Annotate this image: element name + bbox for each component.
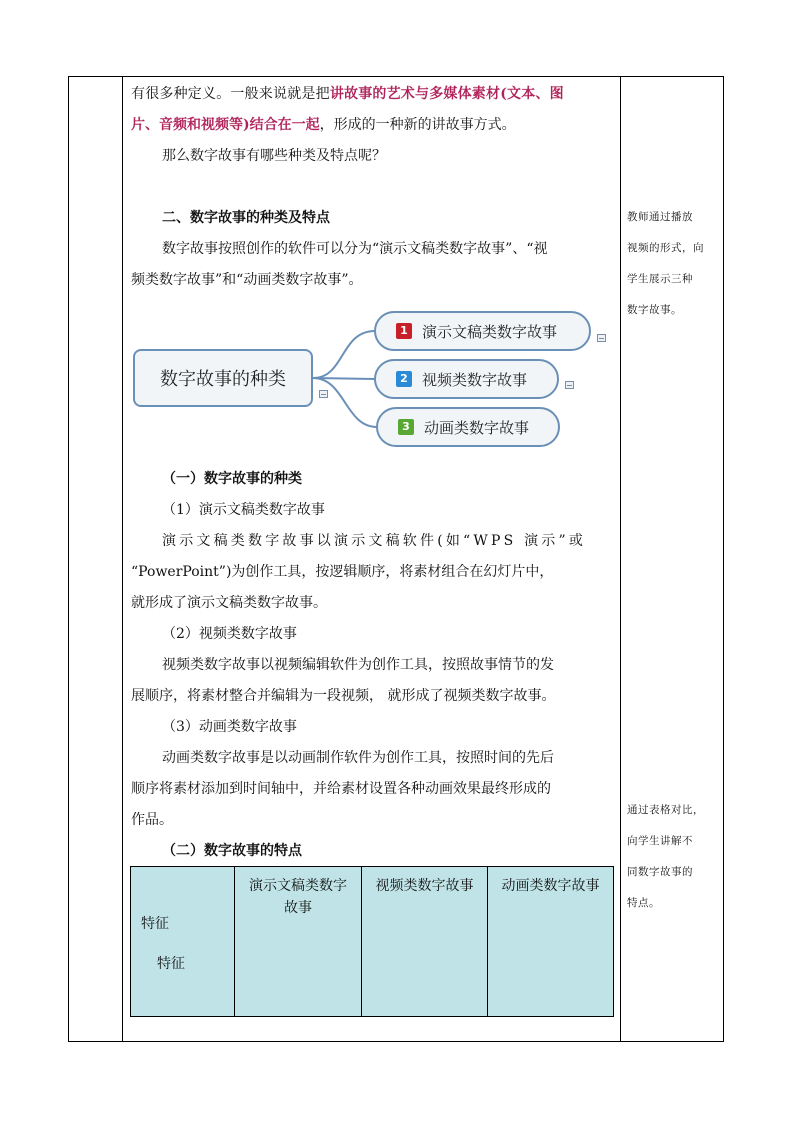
table-corner-cell <box>131 867 235 1017</box>
section-paragraph-line-2: 频类数字故事”和“动画类数字故事”。 <box>131 272 363 288</box>
side-note-line: 数字故事。 <box>627 304 682 316</box>
mindmap-node-label: 演示文稿类数字故事 <box>422 322 558 341</box>
table-header-video <box>362 867 488 1017</box>
intro-text: 有很多种定义。一般来说就是把 <box>131 86 330 102</box>
collapse-icon[interactable] <box>597 334 606 342</box>
header-label: 演示文稿类数字故事 <box>249 878 347 916</box>
mindmap-node-1 <box>374 311 591 351</box>
mindmap-node-3 <box>376 407 560 447</box>
type-1-para-line-3: 就形成了演示文稿类数字故事。 <box>131 595 327 611</box>
side-note-line: 视频的形式，向 <box>627 242 704 254</box>
collapse-icon[interactable] <box>319 390 328 398</box>
type-1-para-line-1: 演示文稿类数字故事以演示文稿软件(如“WPS 演示”或 <box>162 533 587 549</box>
number-1-icon: 1 <box>396 323 412 339</box>
type-3-title: （3）动画类数字故事 <box>162 719 297 735</box>
section-heading: 二、数字故事的种类及特点 <box>162 210 330 226</box>
intro-text-2: ，形成的一种新的讲故事方式。 <box>319 117 516 133</box>
side-note-line: 通过表格对比， <box>627 804 704 816</box>
type-1-title: （1）演示文稿类数字故事 <box>162 502 325 518</box>
type-1-para-line-2: “PowerPoint”)为创作工具，按逻辑顺序，将素材组合在幻灯片中， <box>131 564 554 580</box>
collapse-icon[interactable] <box>565 381 574 389</box>
table-header-animation <box>488 867 614 1017</box>
side-note-line: 教师通过播放 <box>627 211 693 223</box>
features-heading: （二）数字故事的特点 <box>162 843 302 859</box>
header-label: 视频类数字故事 <box>375 878 474 894</box>
table-header-ppt <box>235 867 362 1017</box>
mindmap-root: 数字故事的种类 <box>133 349 313 407</box>
features-table <box>130 866 614 1017</box>
mindmap-node-2 <box>374 359 559 399</box>
section-paragraph-line-1: 数字故事按照创作的软件可以分为“演示文稿类数字故事”、“视 <box>162 241 548 257</box>
side-note-line: 特点。 <box>627 897 660 909</box>
type-2-title: （2）视频类数字故事 <box>162 626 297 642</box>
types-heading: （一）数字故事的种类 <box>162 471 302 487</box>
type-2-para-line-1: 视频类数字故事以视频编辑软件为创作工具，按照故事情节的发 <box>162 657 554 673</box>
number-3-icon: 3 <box>398 419 414 435</box>
corner-label-bottom: 特征 <box>157 956 185 972</box>
mindmap-node-label: 动画类数字故事 <box>424 418 530 437</box>
header-label: 动画类数字故事 <box>501 878 600 894</box>
side-note-line: 学生展示三种 <box>627 273 693 285</box>
type-3-para-line-1: 动画类数字故事是以动画制作软件为创作工具，按照时间的先后 <box>162 750 554 766</box>
side-note-1 <box>627 202 721 326</box>
intro-question: 那么数字故事有哪些种类及特点呢？ <box>162 148 386 164</box>
side-note-2 <box>627 795 721 919</box>
side-note-line: 向学生讲解不 <box>627 835 693 847</box>
corner-label-top: 特征 <box>141 916 169 932</box>
type-3-para-line-3: 作品。 <box>131 812 173 828</box>
intro-highlight-2: 片、音频和视频等)结合在一起 <box>131 117 320 133</box>
mindmap-node-label: 视频类数字故事 <box>422 370 528 389</box>
type-2-para-line-2: 展顺序，将素材整合并编辑为一段视频， 就形成了视频类数字故事。 <box>131 688 556 704</box>
side-note-line: 同数字故事的 <box>627 866 693 878</box>
number-2-icon: 2 <box>396 371 412 387</box>
type-3-para-line-2: 顺序将素材添加到时间轴中，并给素材设置各种动画效果最终形成的 <box>131 781 551 797</box>
intro-highlight: 讲故事的艺术与多媒体素材(文本、图 <box>329 86 564 102</box>
